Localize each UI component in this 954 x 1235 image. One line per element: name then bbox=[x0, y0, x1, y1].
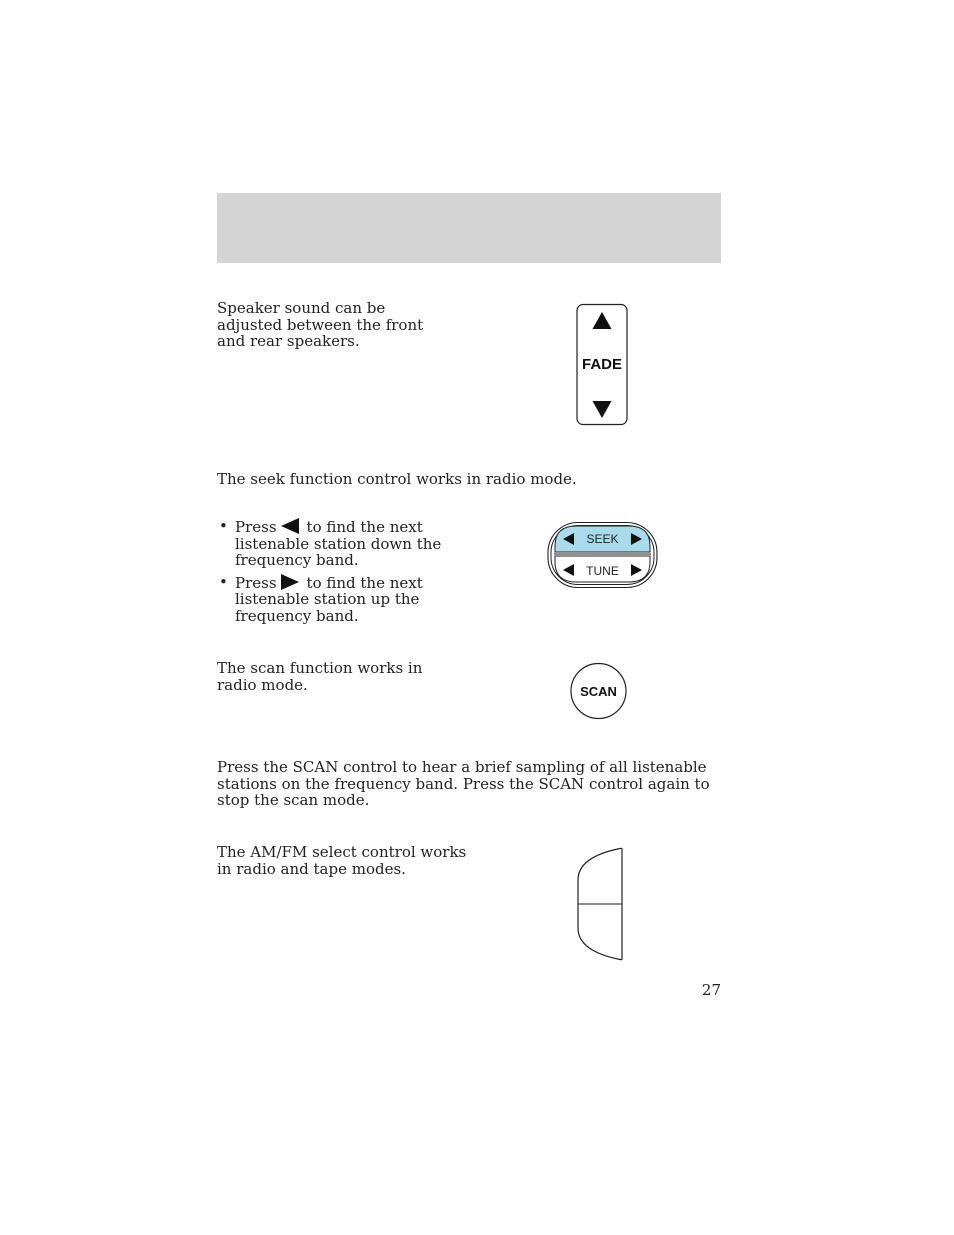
tune-button-label: TUNE bbox=[586, 564, 619, 578]
seek-button-label: SEEK bbox=[586, 532, 619, 546]
scan-button-label: SCAN bbox=[580, 684, 617, 699]
section-header-band bbox=[217, 193, 721, 263]
amfm-control-illustration bbox=[575, 846, 627, 962]
amfm-description: The AM/FM select control works in radio and tape modes. bbox=[217, 843, 467, 878]
list-item bbox=[217, 574, 447, 625]
fade-description: Speaker sound can be adjusted between the front and rear speakers. bbox=[217, 299, 424, 351]
seek-intro: The seek function control works in radio mode. bbox=[217, 470, 577, 488]
fade-button-label: FADE bbox=[581, 356, 623, 373]
bullet-dot: • bbox=[219, 572, 228, 591]
page-number: 27 bbox=[701, 981, 721, 999]
scan-control-illustration bbox=[569, 661, 629, 721]
seek-bullet-suffix: to find the next listenable station down the frequency band. bbox=[235, 518, 442, 570]
seek-bullet-prefix: Press bbox=[235, 518, 277, 536]
right-triangle-icon bbox=[281, 574, 299, 590]
seek-tune-control-illustration bbox=[546, 521, 659, 589]
seek-bullet-prefix: Press bbox=[235, 573, 277, 592]
bullet-dot: • bbox=[219, 517, 228, 535]
scan-intro: The scan function works in radio mode. bbox=[217, 659, 423, 694]
scan-paragraph: Press the SCAN control to hear a brief sampling of all listenable stations on the frequency band. Press the SCAN control again to stop the scan mode. bbox=[217, 758, 710, 810]
list-item bbox=[217, 518, 447, 569]
left-triangle-icon bbox=[281, 518, 299, 534]
seek-bullet-list bbox=[217, 518, 447, 630]
fade-control-illustration bbox=[575, 303, 630, 427]
seek-bullet-suffix: to find the next listenable station up the frequency band. bbox=[235, 573, 423, 625]
